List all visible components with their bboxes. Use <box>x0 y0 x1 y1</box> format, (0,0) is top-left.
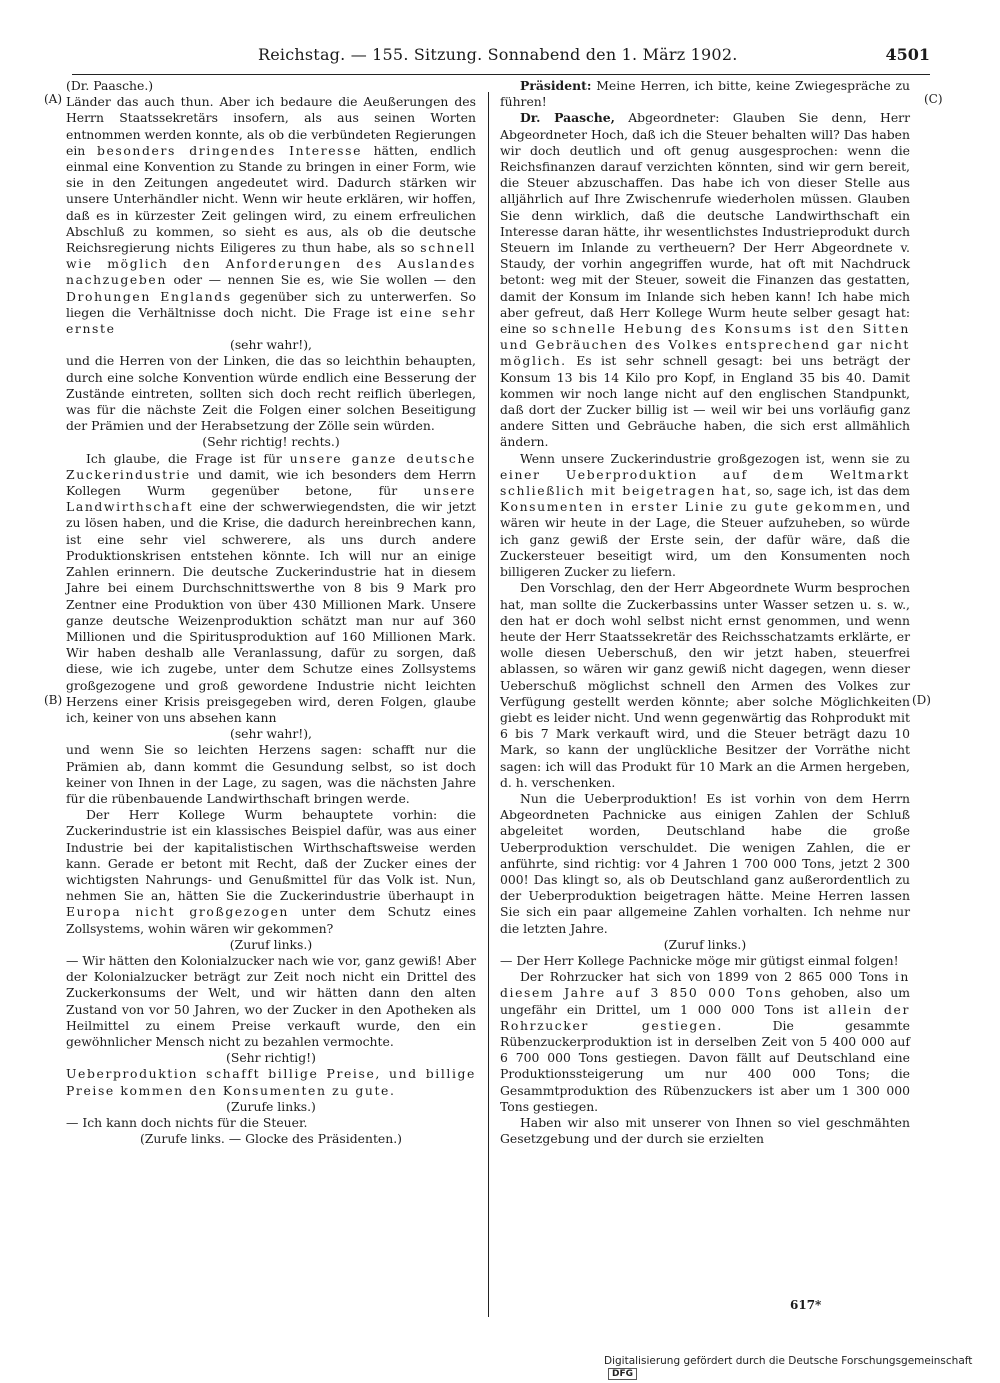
paragraph: Der Rohrzucker hat sich von 1899 von 2 865 000 Tons in diesem Jahre auf 3 850 000 Tons gehoben, also um ungefähr ein Drittel, um 1 000 000 Tons ist allein der Rohrzucker gestiegen. Die gesammte Rübenzuckerproduktion ist in derselben Zeit von 5 400 000 auf 6 700 000 Tons gestiegen. Davon fällt auf Deutschland eine Produktionssteigerung um nur 400 000 Tons; die Gesammtproduktion des Rübenzuckers ist aber um 1 300 000 Tons gestiegen. <box>500 969 910 1114</box>
running-title: Reichstag. — 155. Sitzung. Sonnabend den 1. März 1902. <box>258 45 738 64</box>
paragraph: Den Vorschlag, den der Herr Abgeordnete Wurm besprochen hat, man sollte die Zuckerbassins unter Wasser setzen u. s. w., den hat er doch wohl selbst nicht ernst genommen, und wenn heute der Herr Staatssekretär des Reichsschatzamts erklärte, er wolle diesen Ueberschuß, den wir jetzt haben, steuerfrei ablassen, so wären wir ganz gewiß nicht dagegen, wenn dieser Ueberschuß möglichst schnell den Armen des Volkes zur Verfügung gestellt werden könnte; aber solche Möglichkeiten giebt es leider nicht. Und wenn gegenwärtig das Rohprodukt mit 6 bis 7 Mark verkauft wird, und die Steuer beträgt dazu 10 Mark, so kann der unglückliche Besitzer der Vorräthe nicht sagen: ich will das Produkt für 10 Mark an die Armen hergeben, d. h. verschenken. <box>500 580 910 790</box>
margin-marker-a: (A) <box>44 92 63 106</box>
page-number: 4501 <box>885 45 930 64</box>
interjection: (Zurufe links. — Glocke des Präsidenten.) <box>139 1131 403 1147</box>
column-divider <box>488 92 489 1317</box>
paragraph: Ich glaube, die Frage ist für unsere ganze deutsche Zuckerindustrie und damit, wie ich besonders dem Herrn Kollegen Wurm gegenüber betone, für unsere Landwirthschaft eine der schwerwiegendsten, die wir jetzt zu lösen haben, und die Krise, die dadurch hereinbrechen kann, ist eine sehr viel schwerere, als uns durch andere Produktionskrisen entstehen könnte. Ich will nur an einige Zahlen erinnern. Die deutsche Zuckerindustrie hat in diesem Jahre bei einem Durchschnittswerthe von 8 bis 9 Mark pro Zentner eine Produktion von über 430 Millionen Mark. Unsere ganze deutsche Weizenproduktion schätzt man nur auf 360 Millionen und die Spiritusproduktion auf 160 Millionen Mark. Wir haben deshalb alle Veranlassung, dafür zu sorgen, daß diese, wie ich zugebe, unter dem Schutze eines Zollsystems großgezogene und groß gewordene Industrie nicht leichten Herzens einer Krisis preisgegeben wird, deren Folgen, glaube ich, keiner von uns absehen kann <box>66 450 476 725</box>
digitization-credit <box>604 1355 1000 1380</box>
paragraph: Länder das auch thun. Aber ich bedaure die Aeußerungen des Herrn Staatssekretärs insofern, als aus seinen Worten entnommen werden konnte, als ob die verbündeten Regierungen ein besonders dringendes Interesse hätten, endlich einmal eine Konvention zu Stande zu bringen in einer Form, wie sie in den Zeitungen angedeutet wird. Dadurch stärken wir unsere Unterhändler nicht. Wenn wir heute erklären, wir hoffen, daß es in kürzester Zeit gelingen wird, zu einem erfreulichen Abschluß zu kommen, so sieht es aus, als ob die deutsche Reichsregierung nichts Eiligeres zu thun habe, als so schnell wie möglich den Anforderungen des Auslandes nachzugeben oder — nennen Sie es, wie Sie wollen — den Drohungen Englands gegenüber sich zu unterwerfen. So liegen die Verhältnisse doch nicht. Die Frage ist eine sehr ernste <box>66 94 476 337</box>
paragraph: und wenn Sie so leichten Herzens sagen: schafft nur die Prämien ab, dann kommt die Gesundung selbst, so ist doch keiner von Ihnen in der Lage, zu sagen, was die nächsten Jahre für die rübenbauende Landwirthschaft bringen werde. <box>66 742 476 806</box>
paragraph: Präsident: Meine Herren, ich bitte, keine Zwiegespräche zu führen! <box>500 78 910 110</box>
margin-marker-b: (B) <box>44 693 63 707</box>
paragraph: — Ich kann doch nichts für die Steuer. <box>66 1115 308 1130</box>
paragraph: Nun die Ueberproduktion! Es ist vorhin von dem Herrn Abgeordneten Pachnicke aus einigen Zahlen der Schluß abgeleitet worden, Deutschland habe die große Ueberproduktion verschuldet. Die wenigen Zahlen, die er anführte, sind richtig: vor 4 Jahren 1 700 000 Tons, jetzt 2 300 000! Das klingt so, als ob Deutschland ganz außerordentlich zu der Ueberproduktion beigetragen hätte. Meine Herren lassen Sie sich ein paar allgemeine Zahlen vorhalten. Ich nehme nur die letzten Jahre. <box>500 790 910 936</box>
left-column <box>66 78 476 1147</box>
paragraph: Wenn unsere Zuckerindustrie großgezogen ist, wenn sie zu einer Ueberproduktion auf dem Weltmarkt schließlich mit beigetragen hat, so, sage ich, ist das dem Konsumenten in erster Linie zu gute gekommen, und wären wir heute in der Lage, die Steuer aufzuheben, so würde ich ganz gewiß der Erste sein, der dafür wäre, daß die Zuckersteuer beseitigt wird, um den Konsumenten noch billigeren Zucker zu liefern. <box>500 450 910 580</box>
interjection: (sehr wahr!), <box>229 337 312 353</box>
sheet-mark: 617* <box>790 1298 822 1312</box>
paragraph: und die Herren von der Linken, die das so leichthin behaupten, durch eine solche Konvention würde endlich eine Besserung der Zustände eintreten, sollten sich doch recht reiflich überlegen, was für die nächste Zeit die Folgen einer solchen Beseitigung der Prämien und der Herabsetzung der Zölle sein würden. <box>66 353 476 434</box>
interjection: (sehr wahr!), <box>229 726 312 742</box>
credit-text: Digitalisierung gefördert durch die Deutsche Forschungsgemeinschaft <box>604 1355 973 1367</box>
margin-marker-d: (D) <box>912 693 931 707</box>
paragraph: Dr. Paasche, Abgeordneter: Glauben Sie denn, Herr Abgeordneter Hoch, daß ich die Steuer behalten will? Das haben wir doch deutlich und oft genug ausgesprochen: wenn die Reichsfinanzen darauf verzichten könnten, sind wir gern bereit, die Steuer abzuschaffen. Das habe ich von dieser Stelle aus alljährlich auf Ihre Zwischenrufe wiederholen müssen. Glauben Sie denn wirklich, daß die deutsche Landwirthschaft ein Interesse daran hätte, ihr wesentlichstes Industrieprodukt durch Steuern im Inlande zu vertheuern? Der Herr Abgeordnete v. Staudy, der vorhin angegriffen wurde, hat oft mit Nachdruck betont: weg mit der Steuer, soweit die Finanzen das gestatten, damit der Konsum im Inlande sich heben kann! Ich habe mich aber gefreut, daß Herr Kollege Wurm heute selber gesagt hat: eine so schnelle Hebung des Konsums ist den Sitten und Gebräuchen des Volkes entsprechend gar nicht möglich. Es ist sehr schnell gesagt: bei uns beträgt der Konsum 13 bis 14 Kilo pro Kopf, in England 35 bis 40. Damit kommen wir noch lange nicht auf den englischen Standpunkt, daß dort der Zucker billig ist — weil wir bei uns vorläufig ganz andere Sitten und Gebräuche haben, die sich erst allmählich ändern. <box>500 110 911 450</box>
interjection: (Zuruf links.) <box>229 936 313 952</box>
paragraph: — Der Herr Kollege Pachnicke möge mir gütigst einmal folgen! <box>500 952 899 968</box>
page-header <box>72 40 930 75</box>
right-column <box>500 78 910 1147</box>
interjection: (Zuruf links.) <box>663 936 747 952</box>
interjection: (Sehr richtig! rechts.) <box>202 434 340 450</box>
dfg-logo: DFG <box>608 1368 637 1380</box>
interjection: (Zurufe links.) <box>226 1098 316 1114</box>
paragraph: Haben wir also mit unserer von Ihnen so viel geschmähten Gesetzgebung und der durch sie erzielten <box>500 1115 910 1147</box>
paragraph: Ueberproduktion schafft billige Preise, und billige Preise kommen den Konsumenten zu gute. <box>66 1066 476 1098</box>
paragraph: Der Herr Kollege Wurm behauptete vorhin: die Zuckerindustrie ist ein klassisches Beispiel dafür, was aus einer Industrie bei der kapitalistischen Wirthschaftsweise werden kann. Gerade er betont mit Recht, daß der Zucker eines der wichtigsten Nahrungs- und Genußmittel für das Volk ist. Nun, nehmen Sie an, hätten Sie die Zuckerindustrie überhaupt in Europa nicht großgezogen unter dem Schutz eines Zollsystems, wohin wären wir gekommen? <box>66 807 476 936</box>
speaker-continuation: (Dr. Paasche.) <box>66 78 154 93</box>
speaker-label: Präsident: <box>520 78 592 93</box>
speaker-label: Dr. Paasche, <box>520 110 615 126</box>
interjection: (Sehr richtig!) <box>226 1050 316 1066</box>
margin-marker-c: (C) <box>924 92 943 106</box>
paragraph: — Wir hätten den Kolonialzucker nach wie vor, ganz gewiß! Aber der Kolonialzucker beträgt zur Zeit noch nicht ein Drittel des Zuckerkonsums der Welt, und wir hätten dann den alten Zustand von vor 50 Jahren, wo der Zucker in den Apotheken als Heilmittel zu einem Preise verkauft wurde, den ein gewöhnlicher Mensch nicht zu bezahlen vermochte. <box>66 952 476 1049</box>
